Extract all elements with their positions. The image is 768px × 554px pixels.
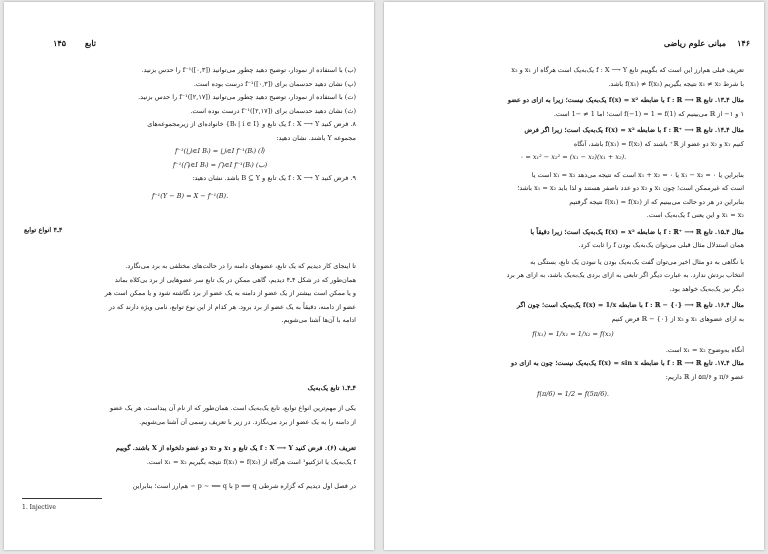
text-line: عضو از دامنه، دقیقاً به یک عضو از برد برود. هر کدام از این نوع توابع، نامی ویژه دارند که در xyxy=(108,302,356,311)
example-line: مثال ۴ـ۱۵. تابع f : ℝ⁺ ⟶ ℝ با ضابطه f(x) = x² یک‌به‌یک است؛ زیرا دقیقاً با xyxy=(530,227,744,236)
page-right xyxy=(384,2,764,550)
equation: f⁻¹(Y − B) = X − f⁻¹(B). xyxy=(151,191,229,200)
text-line: x₁ = x₂ و این یعنی f یک‌به‌یک است. xyxy=(646,211,744,219)
exercise-line: (ت) با استفاده از نمودار، توضیح دهید چطور می‌توانید f⁻¹([۲,۱۷]) را حدس بزنید. xyxy=(138,93,356,101)
example-line: مثال ۴ـ۱۳. تابع f : ℝ ⟶ ℝ با ضابطه f(x) = x² یک‌به‌یک نیست؛ زیرا به ازای دو عضو xyxy=(507,96,744,104)
closing-line xyxy=(24,480,356,494)
exercise-line: ۹. فرض کنید f : X ⟶ Y یک تابع و B ⊆ Y باشد. نشان دهید: xyxy=(192,174,356,182)
footnote-rule xyxy=(22,498,102,499)
equation: f⁻¹(⋃ᵢ∈I Bᵢ) = ⋃ᵢ∈I f⁻¹(Bᵢ) (آ) xyxy=(175,147,265,155)
text-line: آنگاه به‌وضوح x₁ = x₂ است. xyxy=(665,345,744,354)
running-head: مبانی علوم ریاضی xyxy=(663,38,726,48)
subsection-heading: ۴ـ۴ـ۱ تابع یک‌به‌یک xyxy=(307,384,356,392)
exercise-line: مجموعه Y باشند. نشان دهید: xyxy=(276,133,356,142)
text-line: ادامه با آن‌ها آشنا می‌شویم. xyxy=(281,316,356,324)
page-left xyxy=(4,2,374,550)
exercise-line: (پ) نشان دهید حدسمان برای f⁻¹([۰,۳]) درست بوده است. xyxy=(193,79,356,88)
exercise-line: ۸. فرض کنید f : X ⟶ Y یک تابع و {Bᵢ | i ∈ I} خانواده‌ای از زیرمجموعه‌های xyxy=(147,120,356,128)
definition-line: تعریف (۶). فرض کنید f : X ⟶ Y یک تابع و x₁ و x₂ دو عضو دلخواه از X باشند. گوییم xyxy=(115,444,356,452)
page-number: ۱۴۶ xyxy=(737,38,750,48)
example-line: مثال ۴ـ۱۴. تابع f : ℝ⁺ ⟶ ℝ با ضابطه f(x) = x² یک‌به‌یک است؛ زیرا اگر فرض xyxy=(524,126,744,134)
right-body xyxy=(402,64,744,402)
text-line: همان‌طور که در شکل ۴ـ۴ دیدیم، گاهی ممکن در یک تابع سر عضوهایی از برد بی‌کلاه بماند xyxy=(114,275,356,284)
text-line: از دامنه را به یک عضو از برد می‌نگارد. در زیر با تعریف رسمی آن آشنا می‌شویم. xyxy=(139,417,356,426)
text-line: با شرط x₁ ≠ x₂ نتیجه بگیریم f(x₁) ≠ f(x₂) باشد. xyxy=(608,79,744,88)
equation: ۰ = x₁² − x₂² = (x₁ − x₂)(x₁ + x₂). xyxy=(519,153,627,161)
text-line: انتخاب بردش ندارد. به عبارت دیگر اگر تابعی به ازای بردی یک‌به‌یک باشد، به ازای هر برد xyxy=(506,271,744,279)
definition-line: f یک‌به‌یک یا انژکتیو¹ است هرگاه از f(x₁) = f(x₂) نتیجه بگیریم x₁ = x₂ است. xyxy=(146,457,356,466)
example-line: ۱ و ۱− از ℝ می‌بینیم که f(−1) = 1 = f(1) است؛ اما 1 ≠ −1 است. xyxy=(553,109,744,118)
equation: f(π/6) = 1/2 = f(5π/6). xyxy=(537,390,609,398)
injective-paragraph xyxy=(24,402,356,429)
text-line: در فصل اول دیدیم که گزاره شرطی p ⟹ q با p ∼ ⟸ q ∼ هم‌ارز است؛ بنابراین xyxy=(132,482,356,490)
intro-paragraph xyxy=(24,260,356,328)
example-line: مثال ۴ـ۱۶. تابع f : ℝ − {۰} ⟶ ℝ با ضابطه f(x) = 1/x یک‌به‌یک است؛ چون اگر xyxy=(516,301,744,309)
exercise-line: (ث) نشان دهید حدسمان برای f⁻¹([۲,۱۷]) درست بوده است. xyxy=(190,106,356,115)
example-line: کنیم x₁ و x₂ دو عضو از ℝ⁺ باشند که f(x₁) = f(x₂) باشد، آنگاه xyxy=(573,139,744,148)
text-line: یکی از مهم‌ترین انواع توابع، تابع یک‌به‌یک است. همان‌طور که از نام آن پیداست، هر یک عضو xyxy=(109,404,356,412)
exercise-line: (ب) با استفاده از نمودار، توضیح دهید چطور می‌توانید f⁻¹([۰,۳]) را حدس بزنید. xyxy=(141,66,356,74)
text-line: تعریف قبلی هم‌ارز این است که بگوییم تابع f : X ⟶ Y یک‌به‌یک است هرگاه از x₁ و x₂ xyxy=(511,66,744,74)
text-line: با نگاهی به دو مثال اخیر می‌توان گفت یک‌به‌یک بودن یا نبودن یک تابع، بستگی به xyxy=(530,257,744,266)
example-line: همان استدلال مثال قبلی می‌توان یک‌به‌یک بودن f را ثابت کرد. xyxy=(578,241,744,249)
example-line: عضو π/۶ و ۵π/۶ از ℝ داریم: xyxy=(665,372,744,381)
text-line: است که غیرممکن است؛ چون x₁ و x₂ دو عدد ناصفر هستند و لذا باید x₁ = x₂ باشد؛ xyxy=(517,184,744,192)
equation: f(x₁) = 1/x₁ = 1/x₂ = f(x₂) xyxy=(532,330,614,338)
exercise-list xyxy=(24,64,356,203)
example-line: مثال ۴ـ۱۷. تابع f : ℝ ⟶ ℝ با ضابطه f(x) = sin x یک‌به‌یک نیست؛ چون به ازای دو xyxy=(510,359,744,367)
text-line: و یا ممکن است بیشتر از یک عضو از دامنه به یک عضو از برد نگاشته شود و یا ممکن است هر xyxy=(104,289,356,297)
section-heading: ۴ـ۴ انواع توابع xyxy=(24,226,63,234)
text-line: بنابراین در هر دو حالت می‌بینیم که از f(x₁) = f(x₂) نتیجه گرفتیم xyxy=(569,197,744,206)
text-line: تا اینجای کار دیدیم که یک تابع، عضوهای دامنه را در حالت‌های مختلفی به برد می‌نگارد. xyxy=(125,262,356,270)
definition xyxy=(24,442,356,469)
page-number: ۱۴۵ xyxy=(53,38,66,48)
footnote: 1. Injective xyxy=(22,504,56,511)
text-line: بنابراین یا x₁ − x₂ = ۰ یا x₁ + x₂ = ۰ است که نتیجه می‌دهد x₁ = x₂ است یا xyxy=(531,170,744,179)
running-head: تابع xyxy=(84,38,96,48)
equation: f⁻¹(⋂ᵢ∈I Bᵢ) = ⋂ᵢ∈I f⁻¹(Bᵢ) (ب) xyxy=(172,160,268,169)
text-line: دیگر نیز یک‌به‌یک خواهد بود. xyxy=(669,284,744,293)
example-line: به ازای عضوهای x₁ و x₂ از ℝ − {۰} فرض کنیم xyxy=(611,314,744,323)
